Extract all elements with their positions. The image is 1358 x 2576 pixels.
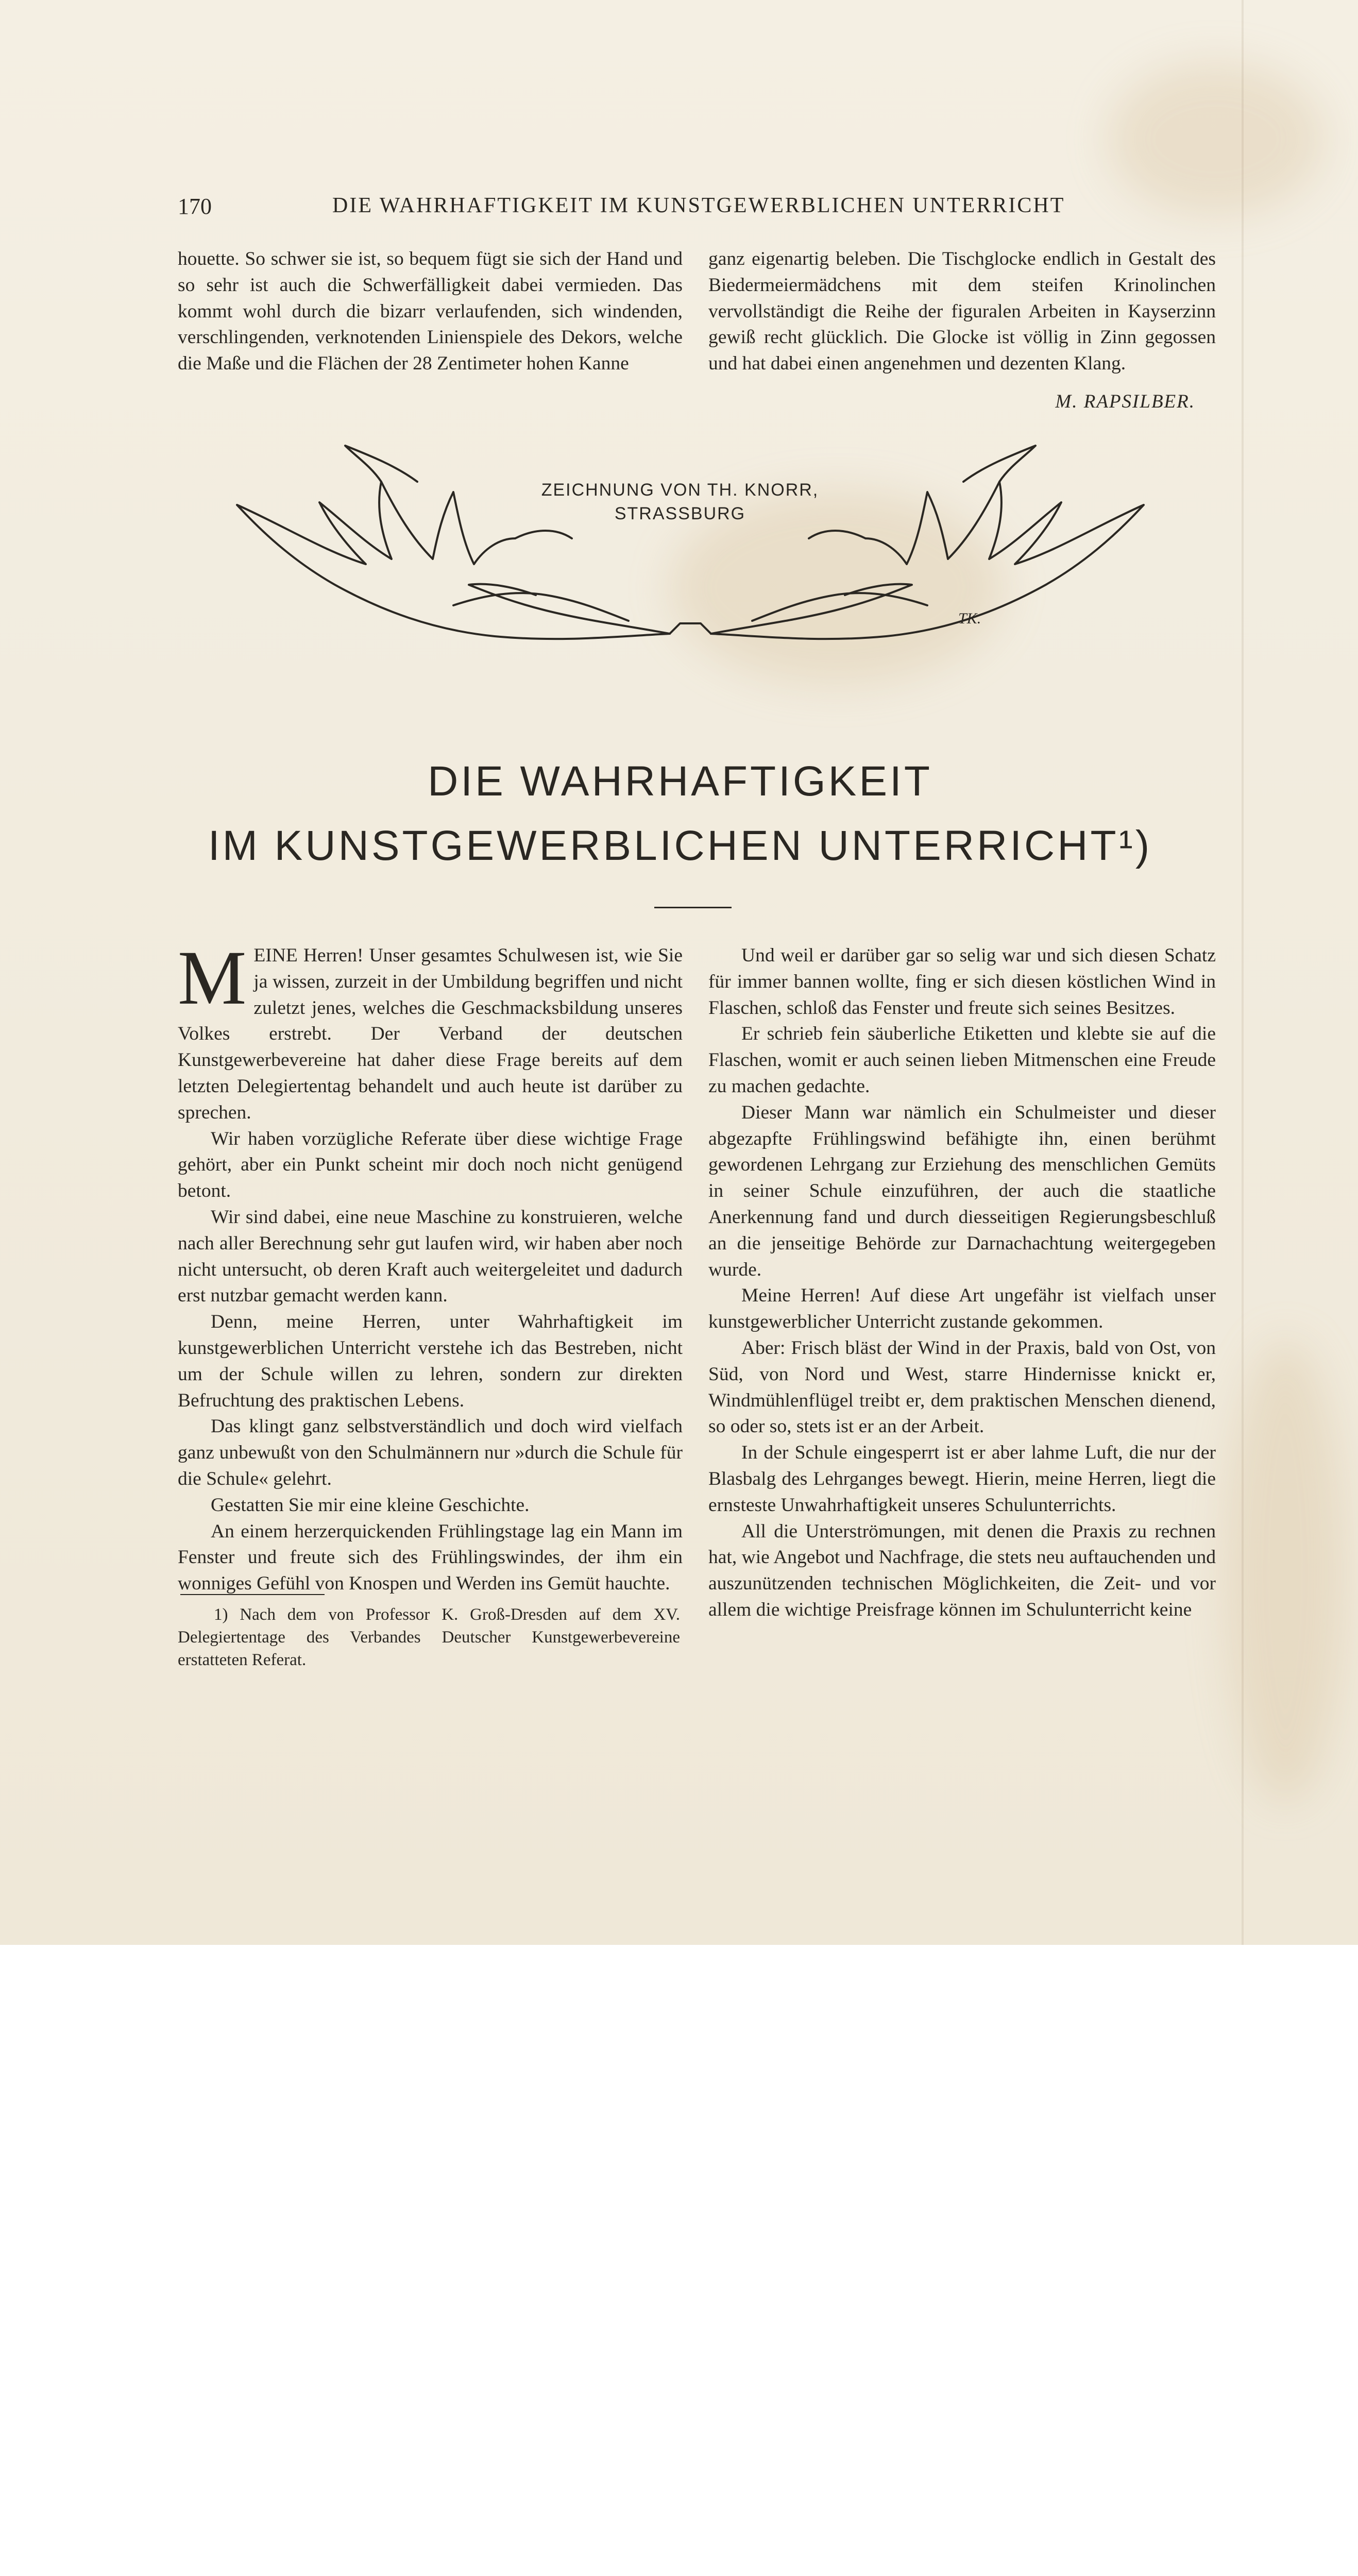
illustration-caption xyxy=(515,478,845,526)
artist-monogram: TK. xyxy=(958,610,981,627)
paragraph: Denn, meine Herren, unter Wahrhaftigkeit im kunstgewerblichen Unterricht verstehe ich das Bestreben, nicht um der Schule willen zu lehren, sondern zur direkten Befruchtung des praktischen Lebens. xyxy=(178,1311,683,1411)
paragraph: ganz eigenartig beleben. Die Tischglocke endlich in Gestalt des Biedermeiermädchens mit dem steifen Krinolinchen vervollständigt die Reihe der figuralen Arbeiten in Kayserzinn gewiß recht glücklich. Die Glocke ist völlig in Zinn gegossen und hat dabei einen angenehmen und dezenten Klang. xyxy=(708,248,1216,375)
ornament-stroke xyxy=(670,623,711,634)
top-right-column xyxy=(708,246,1216,377)
paper-crease xyxy=(1242,0,1244,1945)
paragraph: Aber: Frisch bläst der Wind in der Praxis, bald von Ost, von Süd, von Nord und West, starre Hindernisse knickt er, Windmühlenflügel treibt er, dem praktischen Menschen dienend, so oder so, stets ist er an der Arbeit. xyxy=(708,1337,1216,1437)
article-title-line-1: DIE WAHRHAFTIGKEIT xyxy=(428,758,932,805)
opening-paragraph xyxy=(178,935,683,1126)
footnote-text: 1) Nach dem von Professor K. Groß-Dresden auf dem XV. Delegiertentage des Verbandes Deutscher Kunstgewerbevereine erstatteten Referat. xyxy=(178,1605,680,1669)
ornament-stroke xyxy=(453,593,629,621)
title-divider xyxy=(654,907,732,908)
article-right-column xyxy=(708,943,1216,1623)
ornament-stroke xyxy=(752,593,927,621)
ornament-stroke xyxy=(515,531,572,538)
ornament-stroke xyxy=(963,446,1036,482)
footnote xyxy=(178,1603,680,1671)
footnote-rule xyxy=(180,1594,325,1595)
paragraph: Dieser Mann war nämlich ein Schulmeister und dieser abgezapfte Frühlingswind befähigte ihn, einen berühmt gewordenen Lehrgang zur Erziehung des menschlichen Gemüts in seiner Schule einzuführen, der auch die staatliche Anerkennung fand und durch diesseitigen Regierungsbeschluß an die jenseitige Behörde zur Darnachachtung weitergegeben wurde. xyxy=(708,1101,1216,1280)
paragraph: Wir haben vorzügliche Referate über diese wichtige Frage gehört, aber ein Punkt scheint mir doch noch nicht genügend betont. xyxy=(178,1128,683,1202)
paragraph: All die Unterströmungen, mit denen die Praxis zu rechnen hat, wie Angebot und Nachfrage, die stets neu auftauchenden und auszunützenden technischen Möglichkeiten, die Zeit- und vor allem die wichtige Preisfrage können im Schulunterricht keine xyxy=(708,1520,1216,1620)
ornament-stroke xyxy=(345,446,417,482)
paragraph: An einem herzerquickenden Frühlingstage lag ein Mann im Fenster und freute sich des Frühlingswindes, der ihm ein wonniges Gefühl von Knospen und Werden ins Gemüt hauchte. xyxy=(178,1520,683,1595)
paragraph: houette. So schwer sie ist, so bequem fügt sie sich der Hand und so sehr ist auch die Schwerfälligkeit dabei vermieden. Das kommt wohl durch die bizarr verlaufenden, sich windenden, verschlingenden, verknotenden Linienspiele des Dekors, welche die Maße und die Flächen der 28 Zentimeter hohen Kanne xyxy=(178,248,683,375)
paragraph: Wir sind dabei, eine neue Maschine zu konstruieren, welche nach aller Berechnung sehr gut laufen wird, wir haben aber noch nicht untersucht, ob deren Kraft auch weitergeleitet und dadurch erst nutzbar gemacht werden kann. xyxy=(178,1206,683,1307)
running-title: DIE WAHRHAFTIGKEIT IM KUNSTGEWERBLICHEN UNTERRICHT xyxy=(332,194,1065,217)
water-stain xyxy=(1226,1340,1345,1803)
page-number: 170 xyxy=(178,194,212,219)
drop-cap: M xyxy=(178,935,247,1021)
top-left-column xyxy=(178,246,683,377)
caption-line: ZEICHNUNG VON TH. KNORR, xyxy=(541,480,819,500)
ornament-stroke xyxy=(469,584,670,634)
caption-line: STRASSBURG xyxy=(614,504,746,523)
paragraph: Meine Herren! Auf diese Art ungefähr ist vielfach unser kunstgewerblicher Unterricht zustande gekommen. xyxy=(708,1285,1216,1333)
paragraph: Und weil er darüber gar so selig war und sich diesen Schatz für immer bannen wollte, fing er sich diesen köstlichen Wind in Flaschen, schloß das Fenster und freute sich seines Besitzes. xyxy=(708,945,1216,1019)
paragraph-text: EINE Herren! Unser gesamtes Schulwesen ist, wie Sie ja wissen, zurzeit in der Umbildung begriffen und nicht zuletzt jenes, welches die Geschmacksbildung unseres Volkes erstrebt. Der Verband der deutschen Kunstgewerbevereine hat daher diese Frage bereits auf dem letzten Delegiertentag behandelt und auch heute ist darüber zu sprechen. xyxy=(178,945,683,1123)
paragraph: In der Schule eingesperrt ist er aber lahme Luft, die nur der Blasbalg des Lehrganges bewegt. Hierin, meine Herren, liegt die ernsteste Unwahrhaftigkeit unseres Schulunterrichts. xyxy=(708,1442,1216,1516)
article-title-line-2: IM KUNSTGEWERBLICHEN UNTERRICHT¹) xyxy=(208,822,1152,869)
paragraph: Gestatten Sie mir eine kleine Geschichte. xyxy=(211,1494,530,1516)
antler-ornament-illustration xyxy=(227,440,1154,683)
ornament-stroke xyxy=(711,584,912,634)
paragraph: Das klingt ganz selbstverständlich und doch wird vielfach ganz unbewußt von den Schulmännern nur »durch die Schule für die Schule« gelehrt. xyxy=(178,1416,683,1489)
article-left-column xyxy=(178,935,683,1597)
author-signature: M. RAPSILBER. xyxy=(1055,391,1195,412)
running-header xyxy=(178,193,1213,229)
paragraph: Er schrieb fein säuberliche Etiketten und klebte sie auf die Flaschen, womit er auch seinen lieben Mitmenschen eine Freude zu machen gedachte. xyxy=(708,1023,1216,1097)
viewer-footer-bar xyxy=(0,1945,1358,2011)
ornament-stroke xyxy=(809,531,865,538)
